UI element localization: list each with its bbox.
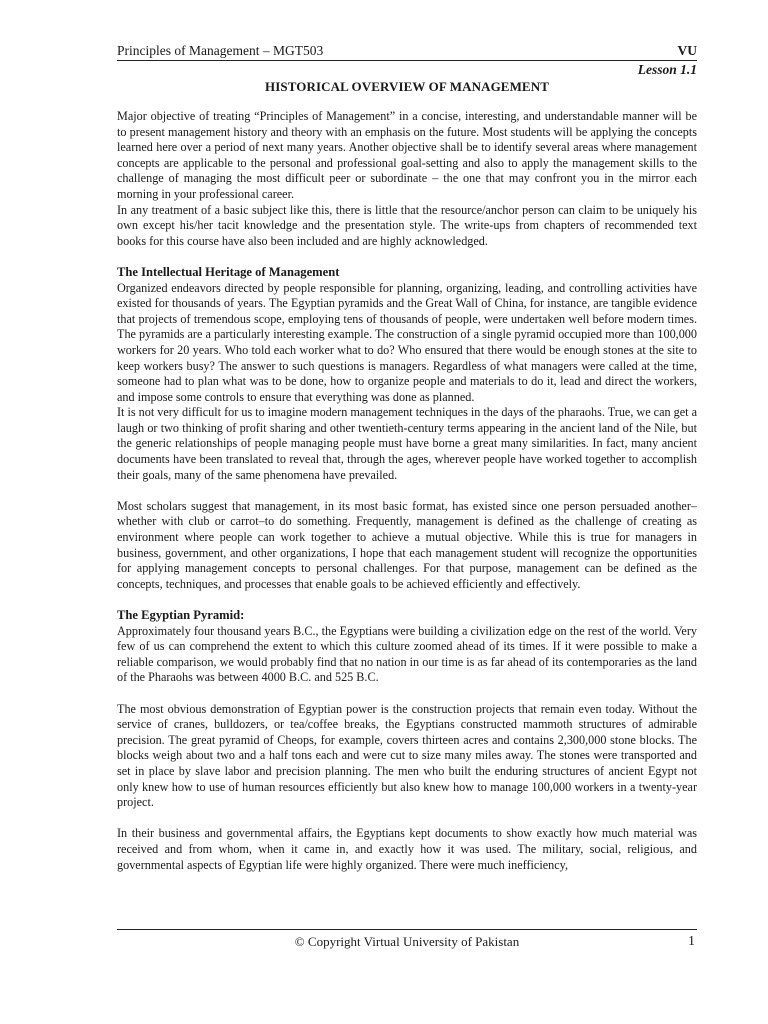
paragraph-organized-endeavors: Organized endeavors directed by people responsible for planning, organizing, leading, and controlling activities have existed for thousands of years. The Egyptian pyramids and the Great Wall of China, for instance, are tangible evidence that projects of tremendous scope, employing tens of thousands of people, were undertaken well before modern times. The pyramids are a particularly interesting example. The construction of a single pyramid occupied more than 100,000 workers for 20 years. Who told each worker what to do? Who ensured that there would be enough stones at the site to keep workers busy? The answer to such questions is managers. Regardless of what managers were called at the time, someone had to plan what was to be done, how to organize people and materials to do it, lead and direct the workers, and impose some controls to ensure that everything was done as planned. bbox=[117, 280, 697, 404]
course-title: Principles of Management – MGT503 bbox=[117, 43, 324, 58]
paragraph-construction-projects: The most obvious demonstration of Egyptian power is the construction projects that remain even today. Without the service of cranes, bulldozers, or tea/coffee breaks, the Egyptians constructed mammoth structures of admirable precision. The great pyramid of Cheops, for example, covers thirteen acres and contains 2,300,000 stone blocks. The blocks weigh about two and a half tons each and were cut to size many miles away. The stones were transported and set in place by slave labor and precision planning. The men who built the enduring structures of ancient Egypt not only knew how to use of human resources efficiently but also knew how to manage 100,000 workers in a twenty-year project. bbox=[117, 701, 697, 810]
copyright-notice: © Copyright Virtual University of Pakistan bbox=[294, 934, 520, 949]
paragraph-intro: Major objective of treating “Principles of Management” in a concise, interesting, and understandable manner will be to present management history and theory with an emphasis on the future. Most students will be applying the concepts learned here over a period of next many years. Another objective shall be to identify several areas where management concepts are applicable to the personal and professional goal-setting and also to apply the management skills to the challenge of managing the most difficult peer or subordinate – the one that may confront you in the mirror each morning in your professional career. bbox=[117, 109, 697, 201]
paragraph-business-affairs: In their business and governmental affairs, the Egyptians kept documents to show exactly how much material was received and from whom, when it came in, and exactly how it was used. The military, social, religious, and governmental aspects of Egyptian life were highly organized. There were much inefficiency, bbox=[117, 826, 697, 872]
section-heading-egyptian-pyramid: The Egyptian Pyramid: bbox=[117, 608, 245, 622]
footer-divider bbox=[117, 929, 697, 930]
page-number: 1 bbox=[688, 934, 695, 949]
section-heading-intellectual-heritage: The Intellectual Heritage of Management bbox=[117, 264, 340, 279]
document-title: HISTORICAL OVERVIEW OF MANAGEMENT bbox=[265, 79, 549, 94]
paragraph-egyptian-civilization: Approximately four thousand years B.C., the Egyptians were building a civilization edge on the rest of the world. Very few of us can comprehend the extent to which this culture zoomed ahead of its times. If it were possible to make a reliable comparison, we would probably find that no nation in our time is as far ahead of its contemporaries as the land of the Pharaohs was between 4000 B.C. and 525 B.C. bbox=[117, 623, 697, 685]
institution-label: VU bbox=[677, 43, 697, 58]
document-body bbox=[117, 109, 697, 873]
paragraph-management-definition: Most scholars suggest that management, in its most basic format, has existed since one person persuaded another–whether with club or carrot–to do something. Frequently, management is defined as the challenge of creating as environment where people can work together to achieve a mutual objective. While this is true for managers in business, government, and other organizations, I hope that each management student will recognize the opportunities for applying management concepts to personal challenges. For that purpose, management can be defined as the concepts, techniques, and processes that enable goals to be achieved efficiently and effectively. bbox=[117, 498, 697, 591]
lesson-number: Lesson 1.1 bbox=[637, 62, 697, 77]
page-header bbox=[117, 40, 697, 61]
paragraph-acknowledgement: In any treatment of a basic subject like this, there is little that the resource/anchor person can claim to be uniquely his own except his/her tacit knowledge and the presentation style. The write-ups from chapters of recommended text books for this course have also been included and are highly acknowledged. bbox=[117, 202, 697, 248]
paragraph-pharaohs: It is not very difficult for us to imagine modern management techniques in the days of the pharaohs. True, we can get a laugh or two thinking of profit sharing and other twentieth-century terms appearing in the ancient land of the Nile, but the generic relationships of people managing people must have borne a great many similarities. In fact, many ancient documents have been translated to reveal that, through the ages, wherever people have worked together to accomplish their goals, many of the same phenomena have prevailed. bbox=[117, 405, 697, 482]
